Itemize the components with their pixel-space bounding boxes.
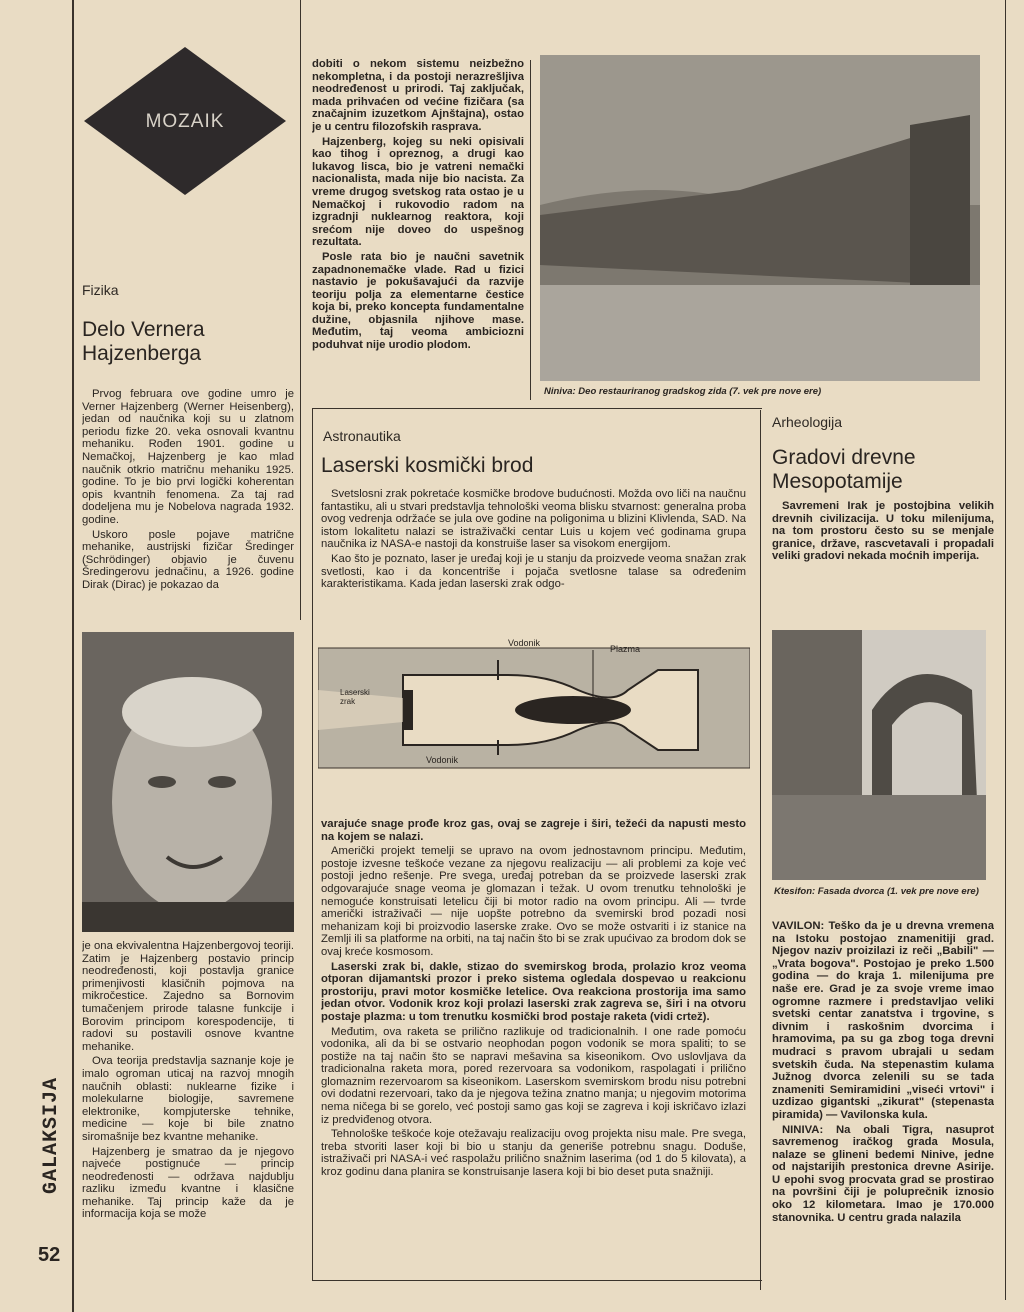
box-bottom-rule xyxy=(312,1280,762,1281)
diagram-label-plasma: Plazma xyxy=(610,644,641,654)
nineveh-wall-photo xyxy=(540,55,980,381)
archaeology-paragraph-2: VAVILON: Teško da je u drevna vremena na Istoku postojao znamenitiji grad. Njegov naziv proizilazi iz reči „Babili" — „Vrata bogova". Postojao je preko 1.500 godina — do kraja 1. milenijuma pre naše ere. Grad je za svoje vreme imao ogromne razmere i predstavljao veliki svetski centar zanatstva i trgovine, s divnim i raskošnim dvorcima i hramovima, pa su ga zbog toga drevni mudraci s pravom ubrajali u sedam svetskih čuda. Na stepenastim kulama Južnog dvorca zelenili su se tada znameniti Semiramidini „viseći vrtovi" i uzdizao gigantski „zikurat" (stepenasta piramida) — Vavilonska kula. xyxy=(772,920,994,1121)
archaeology-section-label: Arheologija xyxy=(772,414,843,430)
physics-text-top xyxy=(82,388,294,614)
astronautics-text-bottom xyxy=(321,818,746,1276)
astronautics-title: Laserski kosmički brod xyxy=(321,454,534,477)
astronautics-section-label: Astronautika xyxy=(323,428,401,444)
box-left-rule xyxy=(312,408,313,1280)
physics-paragraph-2: Uskoro posle pojave matrične mehanike, austrijski fizičar Šredinger (Schrödinger) objavio je čuvenu Šredingerovu jednačinu, a 1926. godine Dirak (Dirac) je pokazao da xyxy=(82,528,294,591)
column-rule-2 xyxy=(530,60,531,400)
column-rule-3 xyxy=(760,410,761,1290)
ctesiphon-photo-caption: Ktesifon: Fasada dvorca (1. vek pre nove ere) xyxy=(774,886,979,897)
physics-middle-paragraph-2: Hajzenberg, kojeg su neki opisivali kao tihog i opreznog, a drugi kao lukavog lisca, bio je vatreni nemački nacionalista, mada nije bio nacista. Za vreme drugog svetskog rata ostao je u Nemačkoj i rukovodio radom na izgradnji nuklearnog reaktora, koji srećom nije doveo do uspešnog rezultata. xyxy=(312,135,524,249)
laser-ship-diagram xyxy=(318,630,750,810)
right-rule xyxy=(1005,0,1006,1300)
archaeology-title-line1: Gradovi drevne xyxy=(772,446,916,469)
physics-middle-paragraph-3: Posle rata bio je naučni savetnik zapadnonemačke vlade. Rad u fizici nastavio je pokušavajući da razvije teoriju polja za elementarne čestice koja bi, preko koncepta fundamentalne dužine, objasnila njihove mase. Međutim, taj veoma ambiciozni poduhvat nije urodio plodom. xyxy=(312,250,524,352)
archaeology-paragraph-3: NINIVA: Na obali Tigra, nasuprot savremenog iračkog grada Mosula, nalaze se glineni bedemi Ninive, jedne od najstarijih prestonica drevne Asirije. U epohi svog procvata grad se prostirao na površini čiji je poluprečnik iznosio oko 12 kilometara. Imao je 170.000 stanovnika. U centru grada nalazila xyxy=(772,1123,994,1224)
physics-middle-paragraph-1: dobiti o nekom sistemu neizbežno nekompletna, i da postoji nerazrešljiva neodređenost u prirodi. Taj zaključak, mada prihvaćen od većine fizičara (sa značajnim izuzetkom Ajnštajna), ostao je u centru filozofskih rasprava. xyxy=(312,58,524,133)
mozaik-banner xyxy=(82,45,288,197)
archaeology-paragraph-1: Savremeni Irak je postojbina velikih drevnih civilizacija. U toku milenijuma, na tom prostoru često su se menjale granice, države, rascvetavali i propadali veliki gradovi nekada moćnih imperija. xyxy=(772,500,994,563)
diagram-label-laser xyxy=(340,688,370,706)
archaeology-text-top-2 xyxy=(772,606,994,630)
diagram-label-hydrogen-top: Vodonik xyxy=(508,638,541,648)
physics-title xyxy=(82,318,205,366)
diagram-label-hydrogen-bottom: Vodonik xyxy=(426,755,459,765)
page-number: 52 xyxy=(38,1244,61,1266)
archaeology-text-bottom xyxy=(772,920,994,1280)
column-rule-1 xyxy=(300,0,301,620)
astronautics-text-top xyxy=(321,488,746,612)
physics-paragraph-1: Prvog februara ove godine umro je Verner Hajzenberg (Werner Heisenberg), jedan od naučnika koji su u zlatnom periodu fizke 20. veka osnovali kvantnu mehaniku. Rođen 1901. godine u Nemačkoj, Hajzenberg je kao mlad naučnik otkrio matričnu mehaniku 1925. godine. To je bio prvi logički koherentan opis kvantnih fenomena. Za taj rad dodeljena mu je Nobelova nagrada 1932. godine. xyxy=(82,388,294,526)
astronautics-paragraph-4: Američki projekt temelji se upravo na ovom jednostavnom principu. Međutim, postoje izvesne teškoće vezane za njegovu realizaciju — ali problemi za koje već postoji jedno rešenje. Pre svega, uređaj potreban da se proizvede laserski zrak odgovarajuće snage veoma je glomazan i težak. U ovom trenutku tehnološki je nemoguće konstruisati letelicu čiji bi motor radio na ovom principu. Ali — tvrde američki istraživači — nije uopšte potrebno da svemirski brod pozadi nosi mehanizam koji bi proizvodio laserske zrake. Ovo se može ostvariti i iz stanice na Zemlji ili sa platforme na orbiti, na taj način što bi se zrak upućivao za brodom dok se ovaj kreće kosmosom. xyxy=(321,845,746,958)
astronautics-paragraph-1: Svetslosni zrak pokretaće kosmičke brodove budućnosti. Možda ovo liči na naučnu fantastiku, ali u stvari predstavlja tehnološki veoma blisku stvarnost: generalna proba ovog vedrenja održaće se jula ove godine na poligonima u blizini Klivlenda, SAD. Na istom lokalitetu nalazi se istraživački centar Luis u kojem već godinama grupa naučnika iz NASA-e nastoji da konstruiše laser sa visokom energijom. xyxy=(321,488,746,551)
magazine-name: GALAKSIJA xyxy=(40,1076,63,1194)
banner-label: MOZAIK xyxy=(145,111,225,132)
astronautics-paragraph-7: Tehnološke teškoće koje otežavaju realizaciju ovog projekta nisu male. Pre svega, treba stvoriti laser koji bi bio u stanju da generiše potrebnu snagu. Doduše, istraživači pri NASA-i već raspolažu prilično snažnim laserima (od 1 do 5 kilovata), a kroz godinu dana planira se konstruisanje lasera koji bi bio deset puta snažniji. xyxy=(321,1128,746,1179)
physics-title-line2: Hajzenberga xyxy=(82,342,202,365)
ctesiphon-photo xyxy=(772,630,986,880)
left-margin-rule xyxy=(72,0,74,1312)
physics-paragraph-3: je ona ekvivalentna Hajzenbergovoj teoriji. Zatim je Hajzenberg postavio princip neodređenosti, koji postavlja granice primenjivosti klasičnih pojmova na mikročestice. Zajedno sa Bornovim tumačenjem prirode talasne funkcije i Borovim principom korespodencije, ti radovi su postavili osnove kvantne mehanike. xyxy=(82,940,294,1053)
physics-paragraph-5: Hajzenberg je smatrao da je njegovo najveće postignuće — princip neodređenosti — održava najdublju razliku između kvantne i klasične mehanike. Taj princip kaže da je informacija koja se može xyxy=(82,1145,294,1221)
physics-text-bottom xyxy=(82,940,294,1265)
diagram-label-laser-1: Laserski xyxy=(340,688,370,697)
magazine-logo xyxy=(38,1076,64,1194)
heisenberg-portrait xyxy=(82,632,294,932)
box-top-rule xyxy=(312,408,762,409)
astronautics-paragraph-3: varajuće snage prođe kroz gas, ovaj se zagreje i širi, težeći da napusti mesto na kojem se nalazi. xyxy=(321,818,746,843)
physics-text-middle xyxy=(312,58,524,403)
diagram-label-laser-2: zrak xyxy=(340,697,356,706)
astronautics-paragraph-5: Laserski zrak bi, dakle, stizao do svemirskog broda, prolazio kroz veoma otporan dijamantski prozor i preko sistema ogledala dospevao u reakcionu prostoriju, pravi motor kosmičke letelice. Ova reakciona prostorija ima samo jedan otvor. Vodonik kroz koji prolazi laserski zrak zagreva se, širi i na otvoru postaje plazma: u tom trenutku kosmički brod postaje raketa (vidi crtež). xyxy=(321,960,746,1023)
nineveh-photo-caption: Niniva: Deo restauriranog gradskog zida (7. vek pre nove ere) xyxy=(544,386,822,397)
physics-title-line1: Delo Vernera xyxy=(82,318,205,341)
archaeology-text-top xyxy=(772,500,994,622)
archaeology-title-line2: Mesopotamije xyxy=(772,470,903,493)
physics-section-label: Fizika xyxy=(82,282,119,298)
astronautics-paragraph-6: Međutim, ova raketa se prilično razlikuje od tradicionalnih. I one rade pomoću vodonika, ali da bi se ostvario neophodan pogon vodonik se mora spaliti; to se postiže na taj način što se napravi mešavina sa kiseonikom. Ovo uslovljava da tradicionalna raketa mora, pored rezervoara sa vodonikom, raspolagati i prilično glomaznim rezervoarom sa kiseonikom. Laserskom svemirskom brodu nisu potrebni ovi dodatni rezervoari, tako da je njegova težina znatno manja; u njegovim motorima nema ničega bi se gorelo, već postoji samo gas koji se zagreva i koji iskričavo izlazi iz predviđenog otvora. xyxy=(321,1025,746,1126)
archaeology-title xyxy=(772,446,916,494)
astronautics-paragraph-2: Kao što je poznato, laser je uređaj koji je u stanju da proizvede veoma snažan zrak svetlosti, kao i da koncentriše i pojača svetlosne talase sa određenim karakteristikama. Kada jedan laserski zrak odgo- xyxy=(321,552,746,591)
physics-paragraph-4: Ova teorija predstavlja saznanje koje je imalo ogroman uticaj na razvoj mnogih naučnih oblasti: nuklearne fizike i molekularne biologije, savremene elektronike, kompjuterske tehnike, medicine — koje bi bile znatno siromašnije bez kvantne mehanike. xyxy=(82,1055,294,1143)
